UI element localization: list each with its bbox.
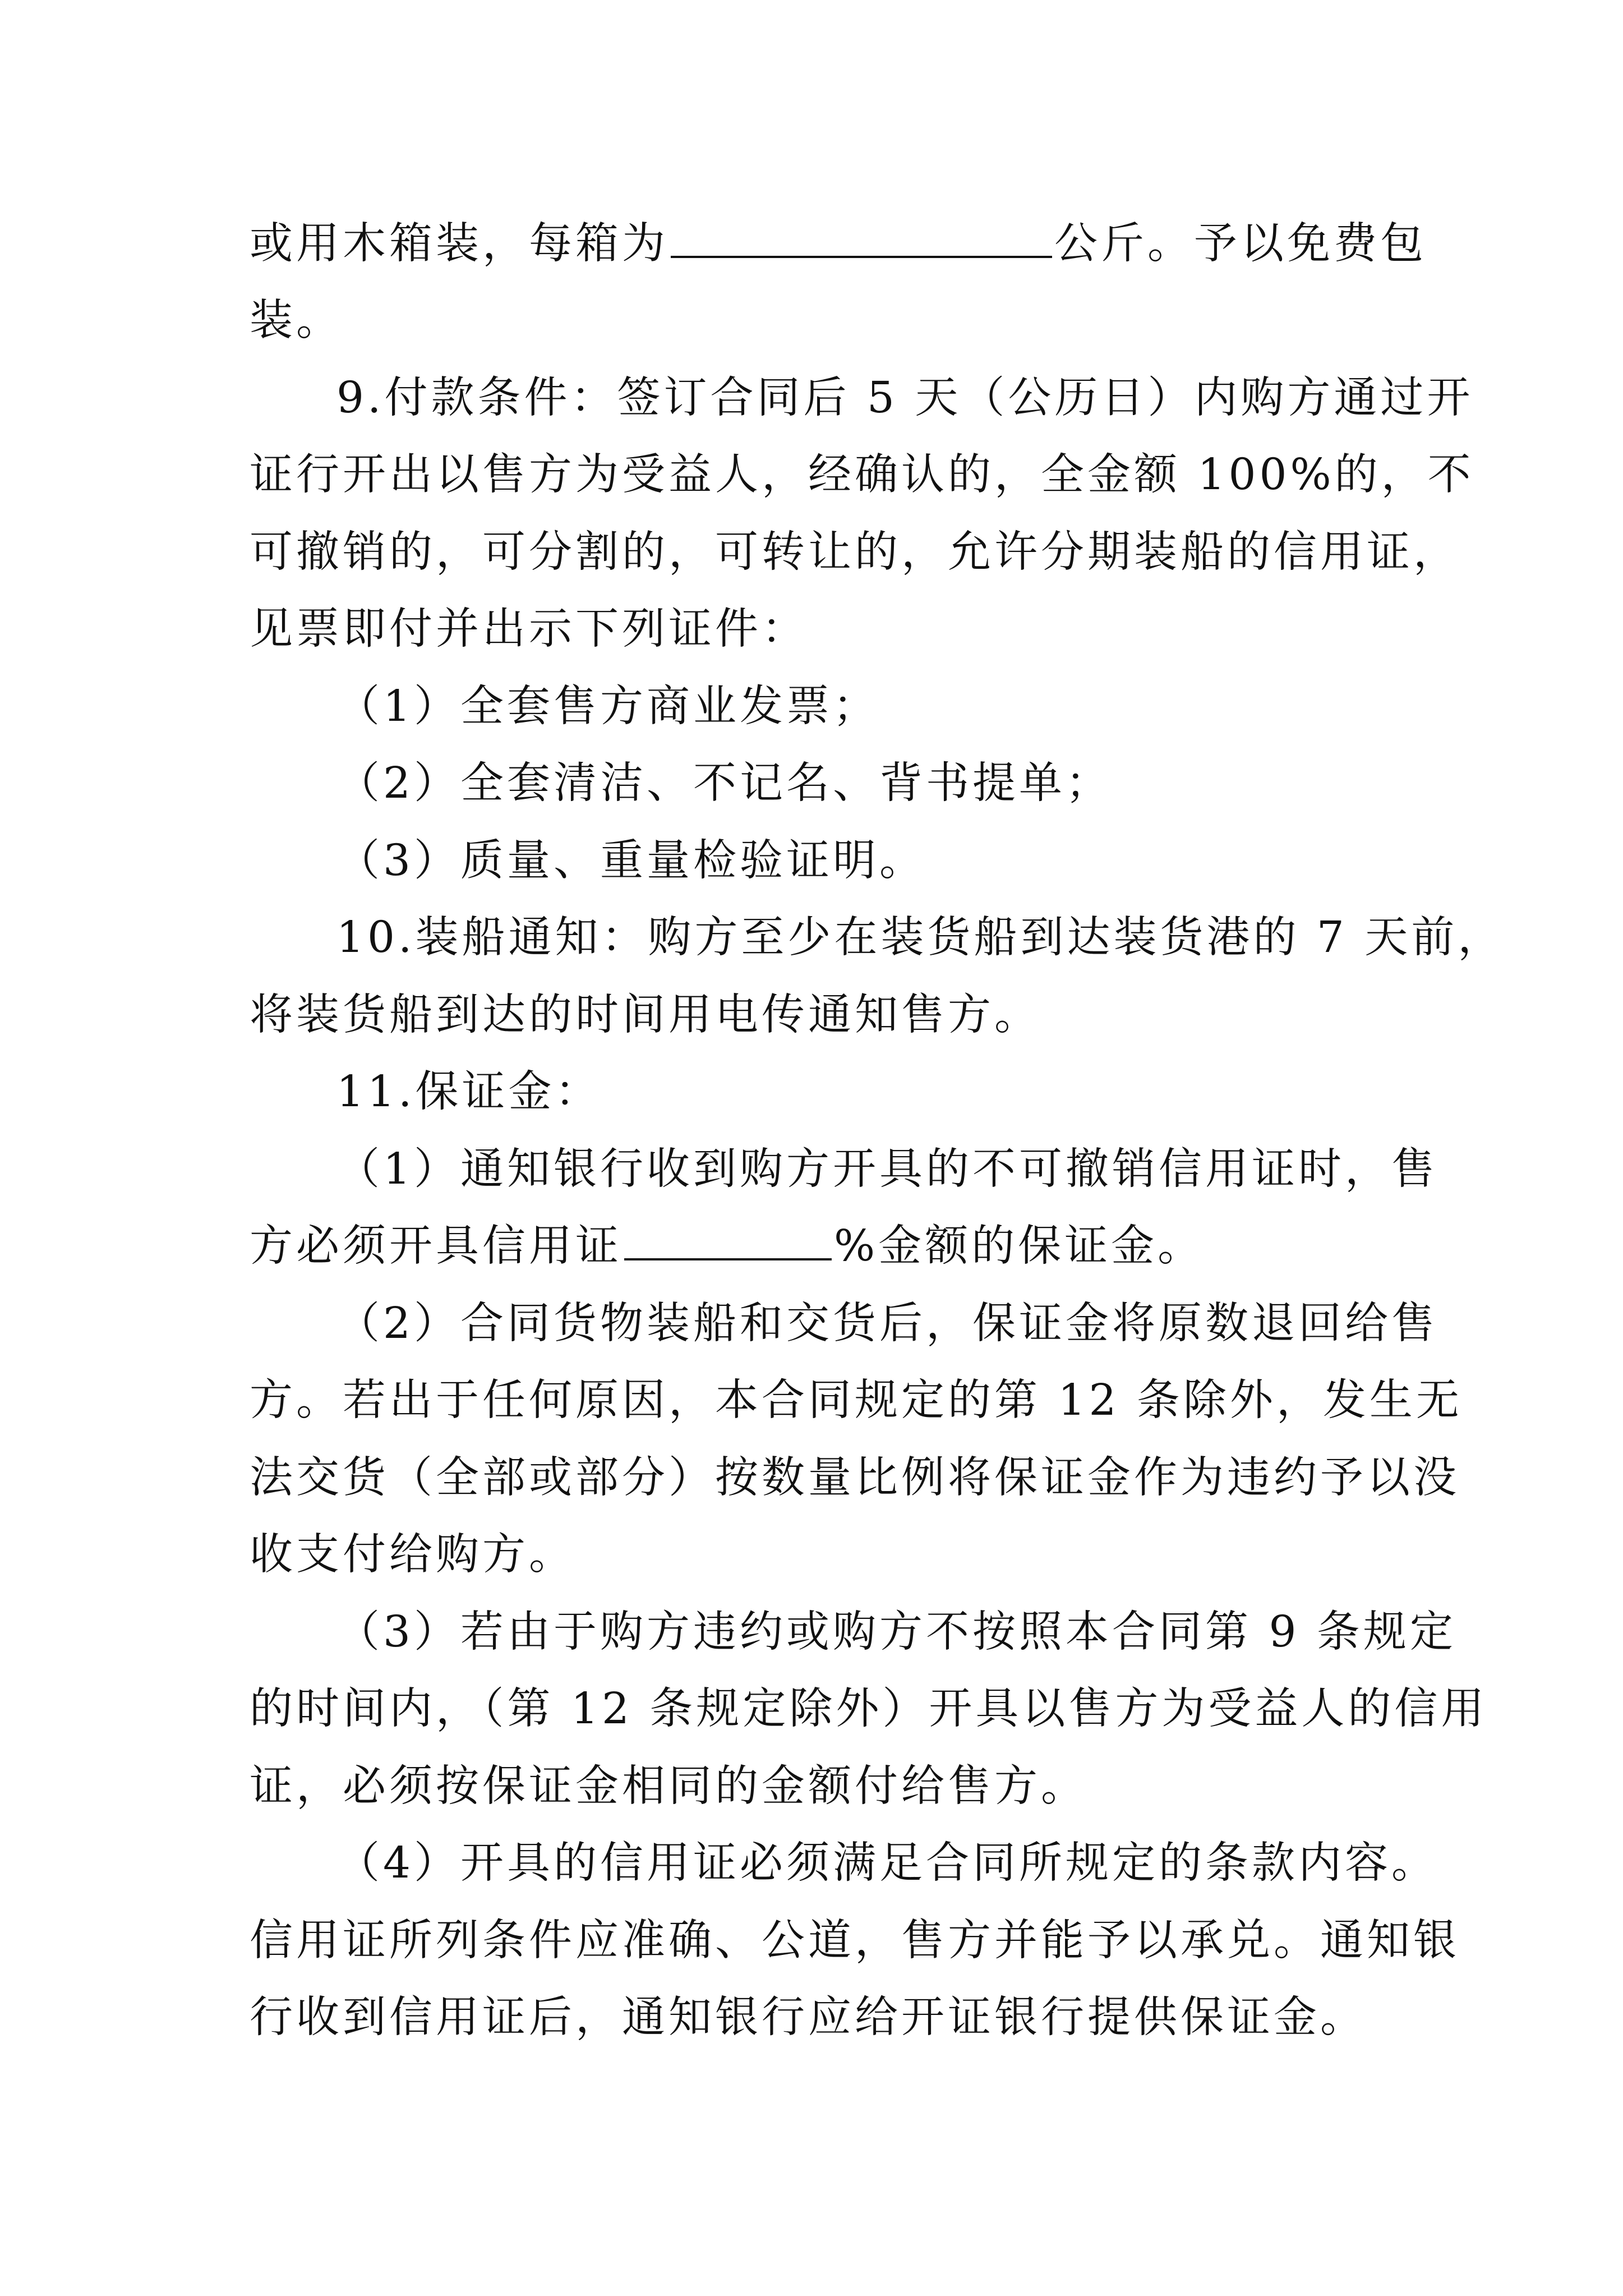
text-segment: 或用木箱装，每箱为 [250,219,668,269]
text-line: 9.付款条件：签订合同后 5 天（公历日）内购方通过开 [336,373,1474,423]
text-line: 见票即付并出示下列证件： [250,604,808,654]
text-line: 证行开出以售方为受益人，经确认的，全金额 100%的，不 [250,450,1474,500]
text-line: 可撤销的，可分割的，可转让的，允许分期装船的信用证， [250,527,1460,577]
text-segment: 方必须开具信用证 [250,1221,622,1271]
text-line [250,1218,1204,1274]
text-line: （3）若由于购方违约或购方不按照本合同第 9 条规定 [336,1607,1456,1657]
section-heading: 11.保证金： [336,1067,602,1117]
text-segment: 公斤。予以免费包 [1054,219,1427,269]
text-line: 信用证所列条件应准确、公道，售方并能予以承兑。通知银 [250,1916,1460,1966]
text-line: 的时间内，（第 12 条规定除外）开具以售方为受益人的信用 [250,1684,1488,1734]
list-item: （1）全套售方商业发票； [336,682,879,731]
text-line: 法交货（全部或部分）按数量比例将保证金作为违约予以没 [250,1453,1460,1503]
text-line: （4）开具的信用证必须满足合同所规定的条款内容。 [336,1838,1438,1888]
list-item: （2）全套清洁、不记名、背书提单； [336,758,1112,808]
text-line: 方。若出于任何原因，本合同规定的第 12 条除外，发生无 [250,1375,1463,1425]
text-line: （1）通知银行收到购方开具的不可撤销信用证时，售 [336,1144,1438,1194]
text-line: 将装货船到达的时间用电传通知售方。 [250,990,1041,1040]
text-line: 装。 [250,296,343,346]
text-line: 10.装船通知：购方至少在装货船到达装货港的 7 天前， [336,913,1505,963]
fill-in-blank-percent [624,1222,832,1260]
text-line: （2）合同货物装船和交货后，保证金将原数退回给售 [336,1299,1438,1349]
list-item: （3）质量、重量检验证明。 [336,836,926,886]
text-line: 收支付给购方。 [250,1530,575,1580]
text-line: 证，必须按保证金相同的金额付给售方。 [250,1761,1087,1811]
text-segment: %金额的保证金。 [834,1221,1205,1271]
text-line: 行收到信用证后，通知银行应给开证银行提供保证金。 [250,1993,1367,2042]
fill-in-blank-weight [671,220,1052,258]
text-line [250,216,1427,272]
